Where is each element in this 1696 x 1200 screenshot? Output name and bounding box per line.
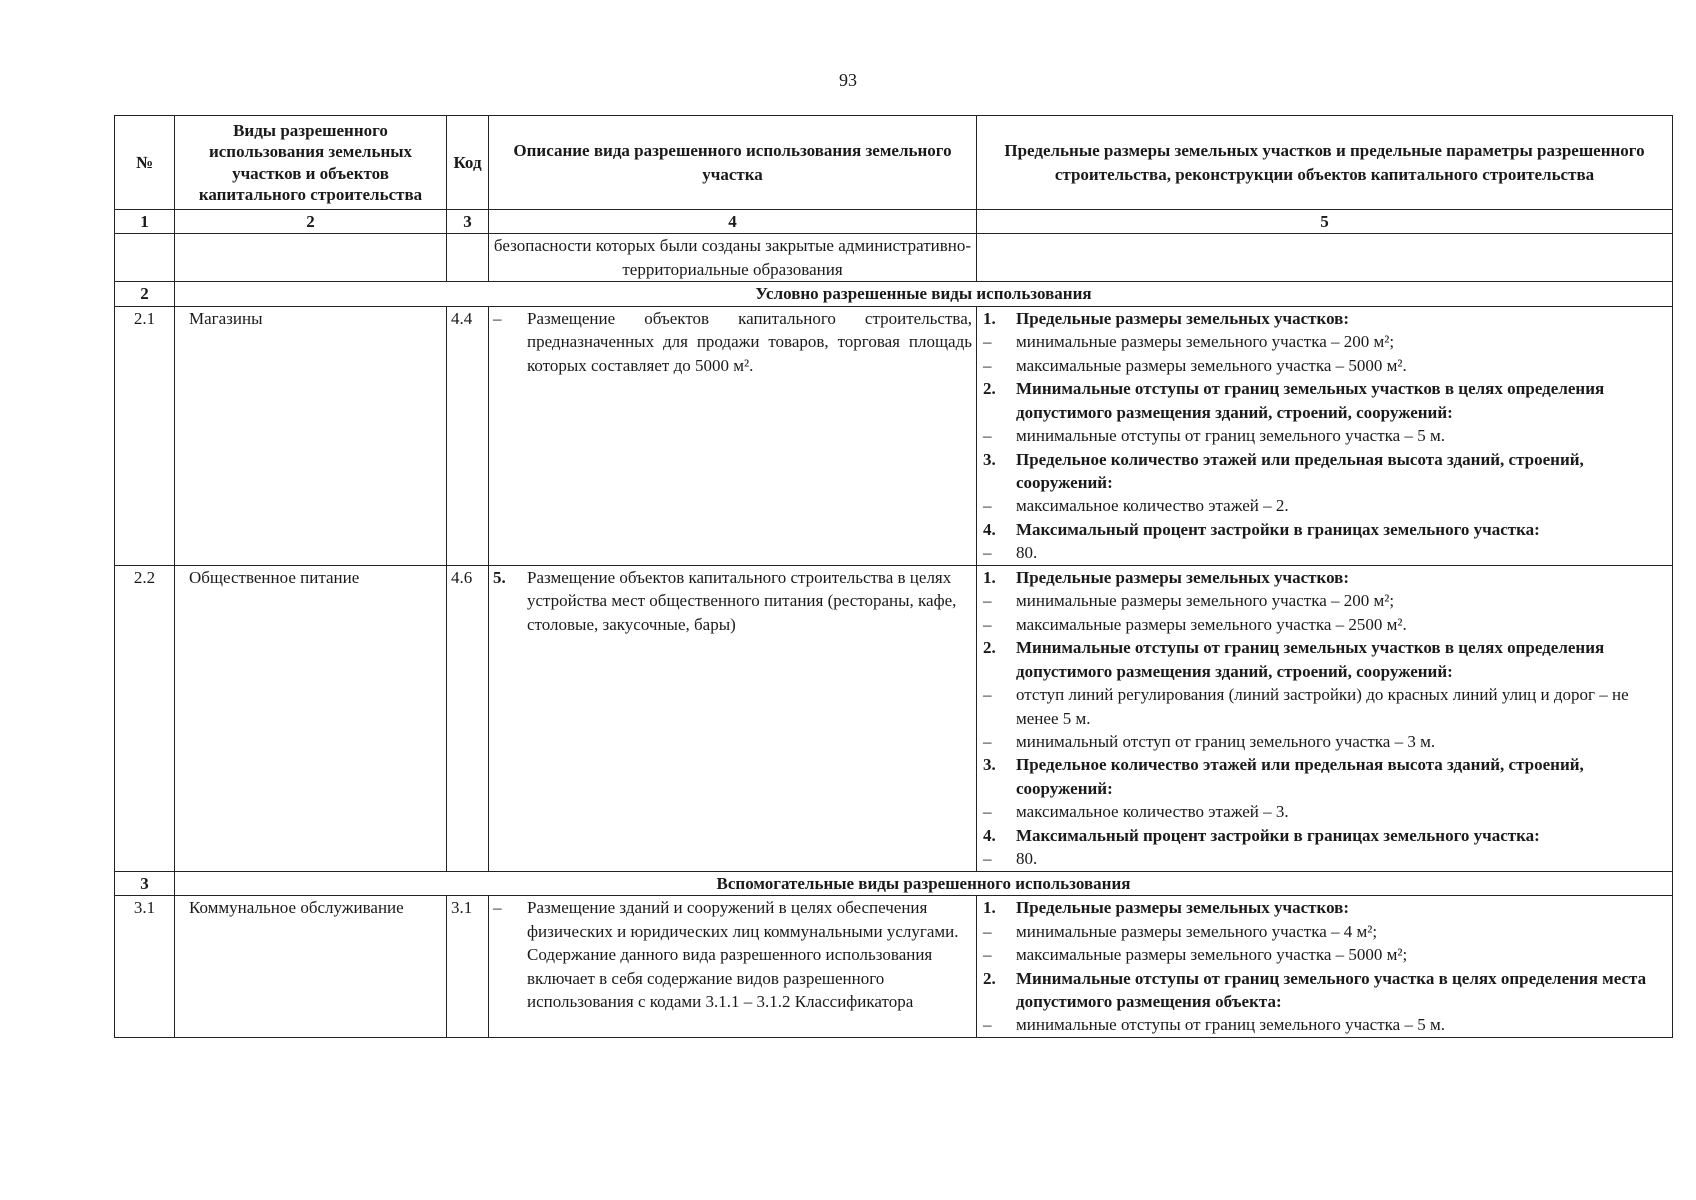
section-number: 3 (115, 871, 175, 895)
parameter-item (983, 589, 1670, 612)
parameter-text: максимальные размеры земельного участка – 5000 м². (1016, 355, 1407, 375)
use-type: Коммунальное обслуживание (175, 896, 447, 1038)
row-number: 2.1 (115, 306, 175, 565)
parameter-text: отступ линий регулирования (линий застройки) до красных линий улиц и дорог – не менее 5 м. (1016, 685, 1629, 728)
parameter-text: минимальные размеры земельного участка – 4 м²; (1016, 921, 1378, 941)
table-row (115, 306, 1673, 565)
list-marker: – (493, 898, 502, 918)
parameters-list (977, 306, 1673, 565)
parameter-item (983, 354, 1670, 377)
parameter-text: Максимальный процент застройки в границах земельного участка: (1016, 519, 1540, 539)
list-marker: 1. (983, 308, 996, 328)
column-number: 4 (489, 210, 977, 234)
parameter-text: Предельные размеры земельных участков: (1016, 308, 1350, 328)
parameter-text: Минимальные отступы от границ земельных участков в целях определения допустимого размещения зданий, строений, сооружений: (1016, 379, 1605, 422)
parameter-item (983, 424, 1670, 447)
continuation-text: безопасности которых были созданы закрытые административно- территориальные образования (489, 234, 977, 282)
list-marker: – (983, 921, 992, 941)
parameter-item (983, 920, 1670, 943)
parameter-text: минимальные размеры земельного участка – 200 м²; (1016, 591, 1395, 611)
list-marker: 2. (983, 379, 996, 399)
parameter-heading (983, 448, 1670, 495)
list-marker: 1. (983, 898, 996, 918)
parameter-heading (983, 377, 1670, 424)
list-marker: – (493, 308, 502, 328)
parameter-item (983, 1013, 1670, 1036)
parameter-item (983, 494, 1670, 517)
section-title: Условно разрешенные виды использования (175, 282, 1673, 306)
list-marker: – (983, 945, 992, 965)
parameter-text: максимальное количество этажей – 3. (1016, 802, 1289, 822)
list-marker: – (983, 1015, 992, 1035)
column-number: 1 (115, 210, 175, 234)
parameter-item (983, 730, 1670, 753)
use-code: 3.1 (447, 896, 489, 1038)
parameters-list (977, 896, 1673, 1038)
parameter-text: минимальный отступ от границ земельного участка – 3 м. (1016, 731, 1436, 751)
row-number: 3.1 (115, 896, 175, 1038)
list-marker: 3. (983, 449, 996, 469)
use-type: Общественное питание (175, 565, 447, 871)
use-description: Размещение зданий и сооружений в целях обеспечения физических и юридических лиц коммунальными услугами. Содержание данного вида разрешенного использования включает в себя содержание видов разрешенного использования с кодами 3.1.1 – 3.1.2 Классификатора (527, 898, 959, 1011)
section-row-2 (115, 282, 1673, 306)
list-marker: – (983, 802, 992, 822)
parameter-text: максимальные размеры земельного участка – 5000 м²; (1016, 945, 1408, 965)
parameter-heading (983, 967, 1670, 1014)
parameter-text: Минимальные отступы от границ земельных участков в целях определения допустимого размещения зданий, строений, сооружений: (1016, 638, 1605, 681)
parameter-heading (983, 824, 1670, 847)
parameter-item (983, 800, 1670, 823)
use-type: Магазины (175, 306, 447, 565)
list-marker: 4. (983, 825, 996, 845)
row-number: 2.2 (115, 565, 175, 871)
parameter-heading (983, 518, 1670, 541)
list-marker: – (983, 614, 992, 634)
list-marker: – (983, 849, 992, 869)
parameter-text: 80. (1016, 849, 1038, 869)
parameter-item (983, 541, 1670, 564)
parameter-heading (983, 753, 1670, 800)
list-marker: – (983, 685, 992, 705)
list-marker: – (983, 332, 992, 352)
list-marker: 1. (983, 567, 996, 587)
parameter-text: Максимальный процент застройки в границах земельного участка: (1016, 825, 1540, 845)
header-row (115, 116, 1673, 210)
header-use-type: Виды разрешенного использования земельных участков и объектов капитального строительства (175, 116, 447, 210)
parameter-text: Предельные размеры земельных участков: (1016, 898, 1350, 918)
column-number: 3 (447, 210, 489, 234)
list-marker: 5. (493, 567, 506, 587)
section-title: Вспомогательные виды разрешенного использования (175, 871, 1673, 895)
section-row-3 (115, 871, 1673, 895)
list-marker: – (983, 496, 992, 516)
header-no: № (115, 116, 175, 210)
list-marker: – (983, 731, 992, 751)
parameter-text: 80. (1016, 543, 1038, 563)
continuation-row (115, 234, 1673, 282)
header-parameters: Предельные размеры земельных участков и предельные параметры разрешенного строительства, реконструкции объектов капитального строительства (977, 116, 1673, 210)
use-code: 4.6 (447, 565, 489, 871)
list-marker: – (983, 543, 992, 563)
list-marker: 3. (983, 755, 996, 775)
parameter-text: максимальное количество этажей – 2. (1016, 496, 1289, 516)
use-description: Размещение объектов капитального строительства, предназначенных для продажи товаров, торговая площадь которых составляет до 5000 м². (527, 308, 972, 375)
use-code: 4.4 (447, 306, 489, 565)
parameter-text: Предельные размеры земельных участков: (1016, 567, 1350, 587)
table-row (115, 565, 1673, 871)
parameter-text: минимальные отступы от границ земельного участка – 5 м. (1016, 1015, 1445, 1035)
parameter-item (983, 330, 1670, 353)
header-code: Код (447, 116, 489, 210)
parameter-text: минимальные размеры земельного участка – 200 м²; (1016, 332, 1395, 352)
parameter-item (983, 943, 1670, 966)
page-number: 93 (839, 70, 857, 90)
parameter-heading (983, 307, 1670, 330)
parameter-heading (983, 636, 1670, 683)
parameter-text: максимальные размеры земельного участка – 2500 м². (1016, 614, 1407, 634)
parameter-item (983, 683, 1670, 730)
parameter-heading (983, 896, 1670, 919)
parameters-list (977, 565, 1673, 871)
parameter-item (983, 847, 1670, 870)
parameter-text: Минимальные отступы от границ земельного участка в целях определения места допустимого размещения объекта: (1016, 968, 1647, 1011)
column-number-row (115, 210, 1673, 234)
column-number: 2 (175, 210, 447, 234)
column-number: 5 (977, 210, 1673, 234)
parameter-text: Предельное количество этажей или предельная высота зданий, строений, сооружений: (1016, 449, 1584, 492)
header-description: Описание вида разрешенного использования земельного участка (489, 116, 977, 210)
parameter-text: минимальные отступы от границ земельного участка – 5 м. (1016, 426, 1445, 446)
list-marker: – (983, 426, 992, 446)
list-marker: 4. (983, 519, 996, 539)
list-marker: – (983, 591, 992, 611)
list-marker: 2. (983, 638, 996, 658)
parameter-item (983, 613, 1670, 636)
list-marker: – (983, 355, 992, 375)
parameter-text: Предельное количество этажей или предельная высота зданий, строений, сооружений: (1016, 755, 1584, 798)
parameter-heading (983, 566, 1670, 589)
use-description: Размещение объектов капитального строительства в целях устройства мест общественного питания (рестораны, кафе, столовые, закусочные, бары) (527, 567, 957, 634)
list-marker: 2. (983, 968, 996, 988)
table-row (115, 896, 1673, 1038)
section-number: 2 (115, 282, 175, 306)
land-use-table (114, 115, 1673, 1038)
